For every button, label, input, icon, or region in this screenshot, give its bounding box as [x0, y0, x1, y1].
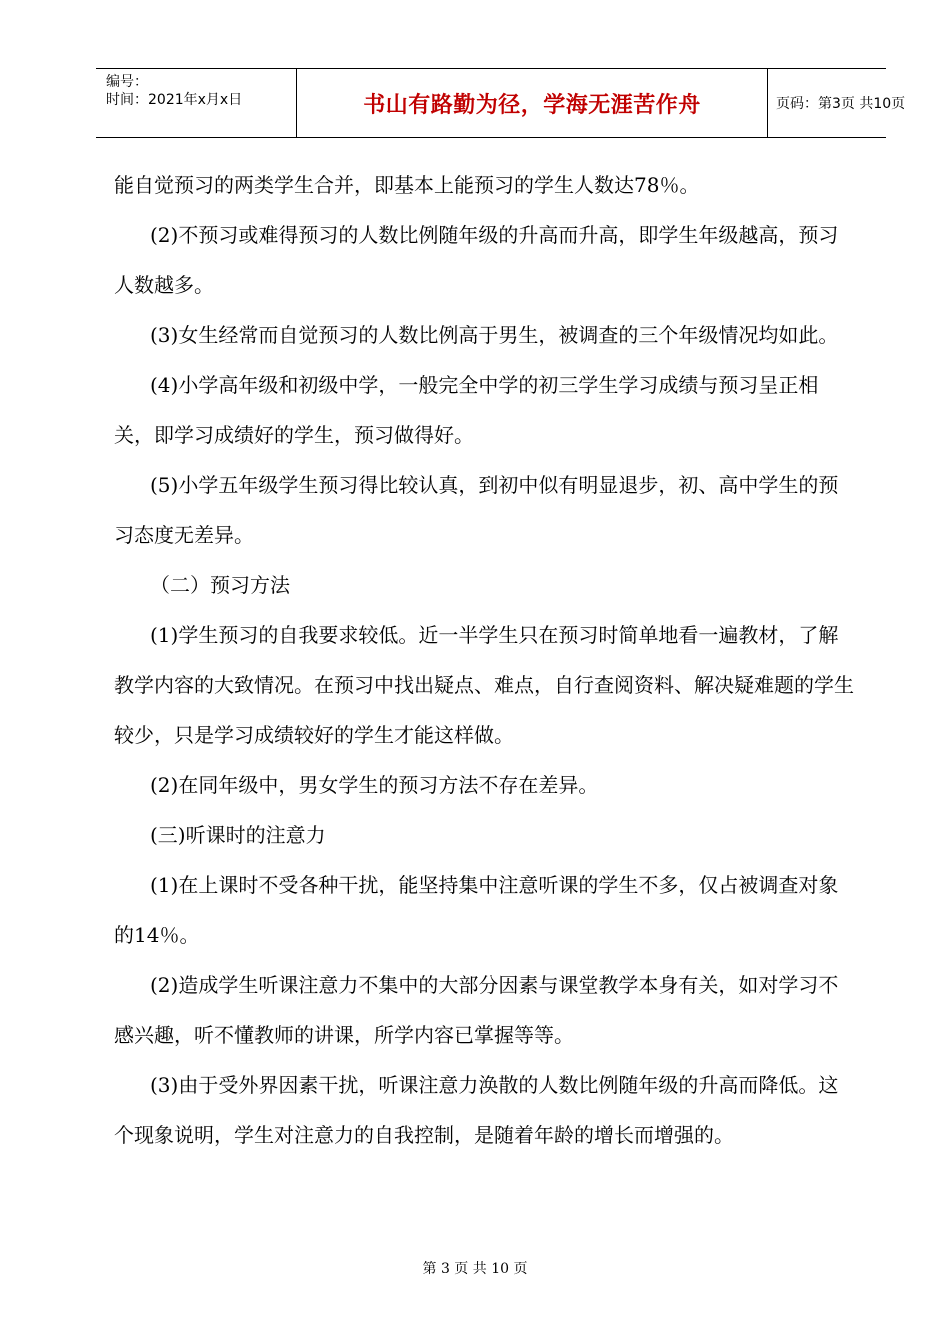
paragraph: (4)小学高年级和初级中学，一般完全中学的初三学生学习成绩与预习呈正相关，即学习成绩好的学生，预习做得好。 [114, 373, 819, 447]
section-heading: (三)听课时的注意力 [150, 823, 326, 847]
paragraph: (3)由于受外界因素干扰，听课注意力涣散的人数比例随年级的升高而降低。这个现象说明，学生对注意力的自我控制，是随着年龄的增长而增强的。 [114, 1073, 839, 1147]
header-motto-cell [296, 69, 768, 137]
paragraph: (1)在上课时不受各种干扰，能坚持集中注意听课的学生不多，仅占被调查对象的14％。 [114, 873, 839, 947]
header-number-label: 编号： [106, 74, 148, 90]
section-heading: （二）预习方法 [150, 573, 290, 597]
footer-page-number: 第 3 页 共 10 页 [422, 1261, 528, 1277]
paragraph: (3)女生经常而自觉预习的人数比例高于男生，被调查的三个年级情况均如此。 [150, 323, 839, 347]
paragraph: 能自觉预习的两类学生合并，即基本上能预习的学生人数达78％。 [114, 173, 700, 197]
header-motto: 书山有路勤为径，学海无涯苦作舟 [363, 91, 701, 118]
paragraph: (2)在同年级中，男女学生的预习方法不存在差异。 [150, 773, 599, 797]
document-header [96, 68, 906, 138]
paragraph: (2)造成学生听课注意力不集中的大部分因素与课堂教学本身有关，如对学习不感兴趣，听不懂教师的讲课，所学内容已掌握等等。 [114, 973, 839, 1047]
document-body [114, 160, 854, 1160]
header-page-cell [768, 69, 906, 137]
header-time-label: 时间：2021年x月x日 [106, 92, 243, 108]
paragraph: (1)学生预习的自我要求较低。近一半学生只在预习时简单地看一遍教材，了解教学内容的大致情况。在预习中找出疑点、难点，自行查阅资料、解决疑难题的学生较少，只是学习成绩较好的学生才能这样做。 [114, 623, 854, 747]
paragraph: (2)不预习或难得预习的人数比例随年级的升高而升高，即学生年级越高，预习人数越多。 [114, 223, 839, 297]
header-info-cell [96, 69, 296, 137]
page-footer [0, 1258, 950, 1278]
paragraph: (5)小学五年级学生预习得比较认真，到初中似有明显退步，初、高中学生的预习态度无差异。 [114, 473, 839, 547]
header-page-label: 页码：第3页 共10页 [776, 96, 906, 112]
